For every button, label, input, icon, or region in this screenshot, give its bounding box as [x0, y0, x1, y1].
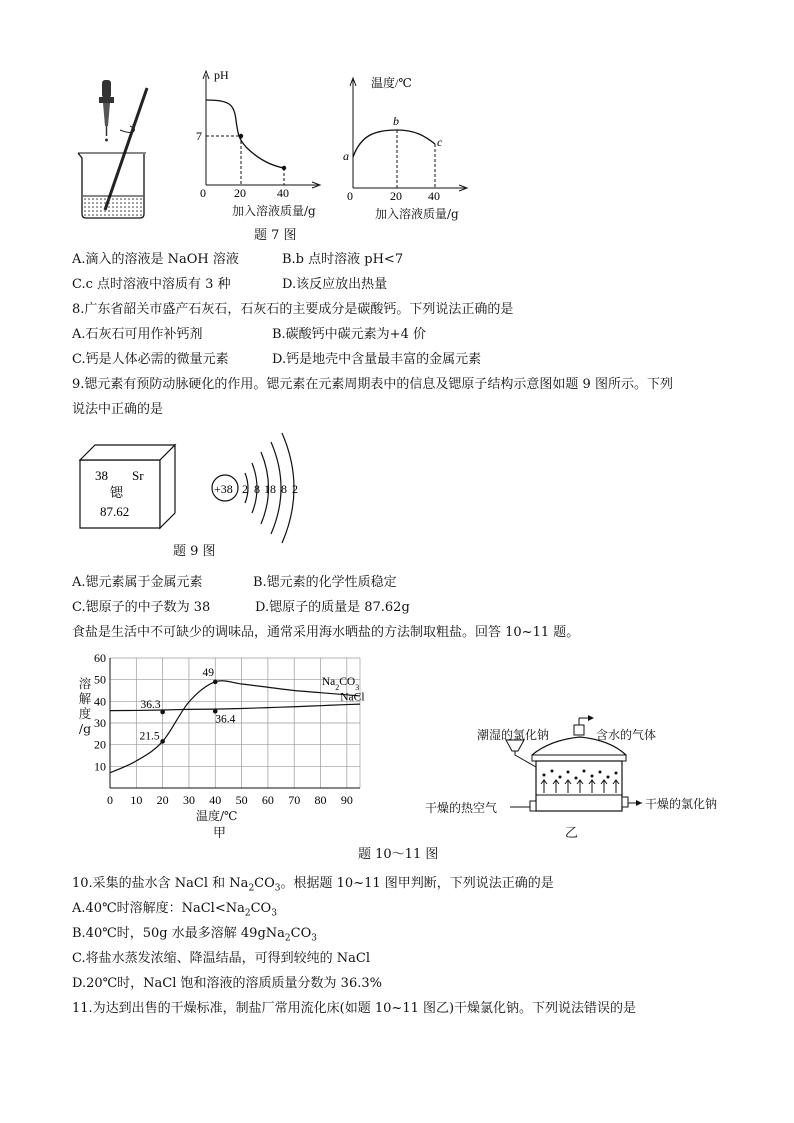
- ph-curve: [206, 100, 284, 168]
- q10-option-b: B.40℃时，50g 水最多溶解 $49gNa_2CO_3$: [72, 926, 317, 944]
- q8-option-a: A.石灰石可用作补钙剂: [72, 327, 203, 342]
- intro-10-11: 食盐是生活中不可缺少的调味品，通常采用海水晒盐的方法制取粗盐。回答 10~11 题。: [72, 625, 580, 640]
- y-tick-label: 60: [94, 651, 106, 665]
- temp-xtick: 20: [390, 189, 402, 203]
- ph-xlabel: 加入溶液质量/g: [232, 204, 316, 218]
- periodic-element-cube: [75, 440, 185, 535]
- q11-stem: 11.为达到出售的干燥标准，制盐厂常用流化床(如题 10~11 图乙)干燥氯化钠。下列说法错误的是: [72, 1001, 637, 1016]
- x-tick-label: 0: [107, 793, 113, 807]
- solubility-xlabel: 温度/℃: [196, 809, 238, 823]
- q8-option-c: C.钙是人体必需的微量元素: [72, 352, 229, 367]
- solubility-chart: [70, 650, 380, 820]
- figure-7-caption: 题 7 图: [254, 228, 297, 243]
- x-tick-label: 90: [340, 793, 353, 807]
- y-tick-label: 40: [94, 694, 106, 709]
- atomic-mass: 87.62: [100, 504, 130, 519]
- ph-curve-chart: [190, 65, 325, 200]
- q9-option-a: A.锶元素属于金属元素: [72, 575, 203, 590]
- series-line-na2co3: [110, 681, 360, 773]
- atomic-number: 38: [95, 468, 108, 483]
- q8-option-d: D.钙是地壳中含量最丰富的金属元素: [272, 352, 482, 367]
- point-a-label: a: [343, 149, 349, 163]
- figure-yi-label: 乙: [565, 826, 579, 841]
- x-tick-label: 70: [288, 793, 301, 807]
- temperature-curve-chart: [335, 70, 475, 205]
- y-tick-label: 30: [94, 716, 106, 730]
- series-label-na2co3: $Na_2CO_3$: [321, 676, 360, 692]
- temp-xtick: 0: [347, 189, 353, 203]
- q7-option-a: A.滴入的溶液是 NaOH 溶液: [72, 252, 239, 267]
- x-tick-label: 40: [209, 793, 222, 807]
- solubility-ylabel: 溶 解 度 /g: [78, 676, 92, 736]
- y-tick-label: 50: [94, 672, 106, 687]
- q10-option-c: C.将盐水蒸发浓缩、降温结晶，可得到较纯的 NaCl: [72, 951, 370, 966]
- element-name: 锶: [110, 485, 124, 500]
- data-point-label: 21.5: [139, 730, 160, 743]
- ph-xtick: 0: [200, 186, 206, 200]
- q10-stem: 10.采集的盐水含 NaCl 和 $Na_2CO_3$。根据题 10~11 图甲判断，下列说法正确的是: [72, 876, 554, 894]
- x-tick-label: 50: [235, 793, 248, 807]
- q9-stem-line2: 说法中正确的是: [72, 402, 164, 417]
- label-hot-air: 干燥的热空气: [425, 801, 498, 815]
- y-tick-label: 10: [94, 759, 106, 774]
- q9-option-c: C.锶原子的中子数为 38: [72, 600, 211, 615]
- data-point: [160, 710, 165, 715]
- point-c-label: c: [437, 135, 443, 149]
- q9-option-d: D.锶原子的质量是 87.62g: [255, 600, 410, 615]
- shell-electrons: 2: [242, 482, 248, 496]
- data-point: [213, 680, 218, 685]
- data-point-label: 36.4: [215, 713, 236, 726]
- label-wet-gas: 含水的气体: [596, 728, 657, 742]
- ph-xtick: 20: [234, 186, 246, 200]
- temp-xlabel: 加入溶液质量/g: [375, 207, 459, 221]
- label-wet-nacl: 潮湿的氯化钠: [477, 728, 550, 742]
- q10-option-d: D.20℃时，NaCl 饱和溶液的溶质质量分数为 36.3%: [72, 976, 382, 991]
- element-symbol: Sr: [132, 468, 144, 483]
- temp-xtick: 40: [428, 189, 440, 203]
- label-dry-nacl: 干燥的氯化钠: [645, 797, 718, 811]
- series-label-nacl: NaCl: [340, 691, 365, 704]
- temp-axis-label: 温度/℃: [371, 76, 412, 90]
- q9-option-b: B.锶元素的化学性质稳定: [253, 575, 397, 590]
- data-point-label: 49: [202, 666, 215, 679]
- nuclear-charge: +38: [214, 482, 233, 496]
- q7-option-d: D.该反应放出热量: [282, 277, 388, 292]
- q7-option-b: B.b 点时溶液 pH<7: [282, 252, 404, 267]
- figure-10-11-caption: 题 10～11 图: [358, 847, 439, 862]
- temperature-curve: [353, 130, 435, 157]
- shell-electrons: 2: [292, 482, 298, 496]
- data-point: [160, 739, 165, 744]
- figure-9-caption: 题 9 图: [173, 544, 216, 559]
- x-tick-label: 60: [261, 793, 274, 807]
- q7-option-c: C.c 点时溶液中溶质有 3 种: [72, 277, 231, 292]
- x-tick-label: 30: [182, 793, 195, 807]
- shell-electrons: 8: [281, 482, 287, 496]
- q8-option-b: B.碳酸钙中碳元素为+4 价: [272, 327, 426, 342]
- y-tick-label: 20: [94, 737, 106, 752]
- shell-electrons: 18: [264, 482, 276, 496]
- point-b-label: b: [393, 114, 399, 128]
- ph-axis-label: pH: [214, 68, 229, 82]
- figure-jia-label: 甲: [213, 826, 227, 841]
- q9-stem-line1: 9.锶元素有预防动脉硬化的作用。锶元素在元素周期表中的信息及锶原子结构示意图如题 9 图所示。下列: [72, 377, 673, 392]
- x-tick-label: 80: [314, 793, 327, 807]
- q10-option-a: A.40℃时溶解度：$NaCl<Na_2CO_3$: [72, 901, 277, 919]
- beaker-dropper-figure: [72, 78, 162, 223]
- x-tick-label: 20: [156, 793, 169, 807]
- atom-structure-diagram: [205, 430, 315, 545]
- shell-electrons: 8: [254, 482, 260, 496]
- x-tick-label: 10: [130, 793, 143, 807]
- ph-xtick: 40: [277, 186, 289, 200]
- dropper-bulb: [102, 80, 111, 98]
- data-point-label: 36.3: [140, 698, 161, 711]
- q8-stem: 8.广东省韶关市盛产石灰石，石灰石的主要成分是碳酸钙。下列说法正确的是: [72, 302, 514, 317]
- ph-ytick: 7: [196, 129, 202, 143]
